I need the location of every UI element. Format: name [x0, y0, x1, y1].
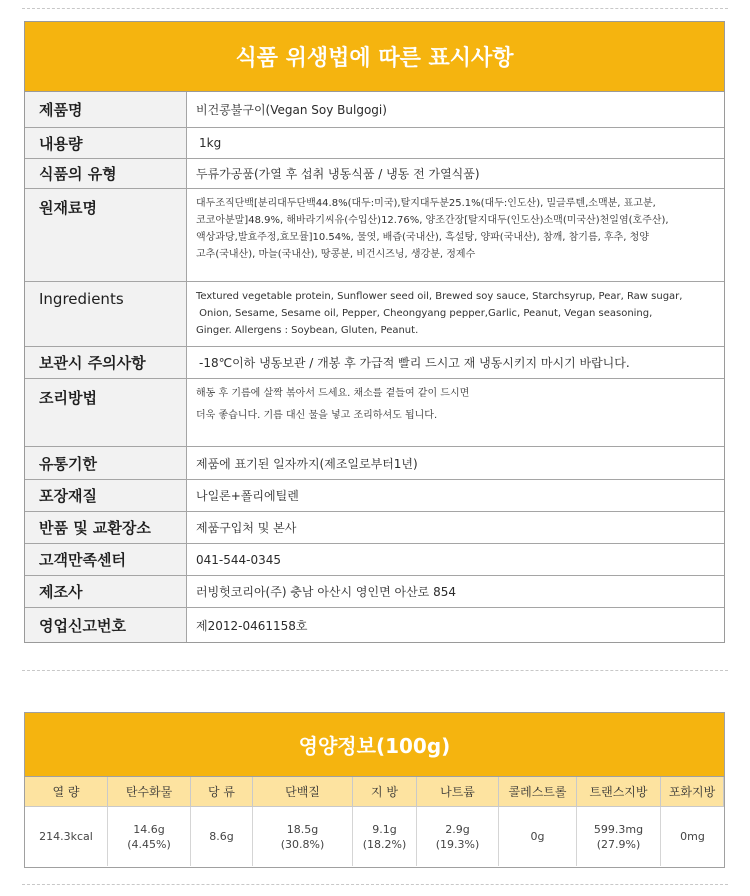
row-raw-materials [25, 189, 724, 282]
bottom-dashed-divider [22, 884, 728, 885]
nutrition-amount: 0g [530, 830, 545, 843]
value-line: 대두조직단백[분리대두단백44.8%(대두:미국),탈지대두분25.1%(대두:인도산), 밀글루텐,소맥분, 표고분, [196, 198, 656, 209]
row-value: 제품에 표기된 일자까지(제조일로부터1년) [196, 456, 418, 471]
nutrition-amount: 18.5g [286, 822, 319, 836]
row-value: 041-544-0345 [196, 552, 282, 567]
row-label: 식품의 유형 [25, 159, 187, 188]
row-value: 1kg [199, 136, 222, 150]
row-label: 내용량 [25, 128, 187, 158]
nutrition-amount: 9.1g [372, 822, 397, 836]
nutrition-header-cholesterol: 콜레스트롤 [499, 777, 577, 807]
row-product-name [25, 92, 724, 128]
label-title: 식품 위생법에 따른 표시사항 [25, 22, 724, 92]
row-value [187, 189, 724, 281]
row-customer-center [25, 544, 724, 576]
row-label: Ingredients [25, 282, 187, 346]
nutrition-header-sodium: 나트륨 [417, 777, 499, 807]
row-manufacturer [25, 576, 724, 608]
nutrition-header-fat: 지 방 [353, 777, 417, 807]
nutrition-value-sodium [417, 807, 499, 866]
nutrition-amount: 14.6g [133, 822, 165, 836]
row-value: 두류가공품(가열 후 섭취 냉동식품 / 냉동 전 가열식품) [196, 167, 480, 181]
row-value [187, 282, 724, 346]
row-value: 제2012-0461158호 [196, 618, 308, 633]
nutrition-amount: 8.6g [209, 830, 234, 843]
row-expiry [25, 447, 724, 480]
nutrition-amount: 2.9g [445, 822, 470, 836]
row-value: 비건콩불구이(Vegan Soy Bulgogi) [196, 103, 387, 117]
value-line: 고추(국내산), 마늘(국내산), 땅콩분, 비건시즈닝, 생강분, 정제수 [196, 249, 476, 260]
row-label: 포장재질 [25, 480, 187, 511]
row-net-content [25, 128, 724, 159]
nutrition-percent: (19.3%) [435, 837, 480, 851]
nutrition-grid [25, 777, 724, 866]
row-label: 원재료명 [25, 189, 187, 281]
row-ingredients [25, 282, 724, 347]
nutrition-value-saturated-fat [661, 807, 724, 866]
row-storage [25, 347, 724, 379]
nutrition-header-trans-fat: 트랜스지방 [577, 777, 661, 807]
row-label: 유통기한 [25, 447, 187, 479]
nutrition-value-protein [253, 807, 353, 866]
value-line: Textured vegetable protein, Sunflower seed oil, Brewed soy sauce, Starchsyrup, Pear, Raw sugar, [196, 291, 683, 302]
value-line: Ginger. Allergens : Soybean, Gluten, Peanut. [196, 325, 419, 336]
value-line: 코코아분말]48.9%, 해바라기씨유(수입산)12.76%, 양조간장[탈지대두(인도산)소맥(미국산)천일염(호주산), [196, 215, 669, 226]
row-value: -18℃이하 냉동보관 / 개봉 후 가급적 빨리 드시고 재 냉동시키지 마시기 바랍니다. [199, 356, 630, 370]
nutrition-percent: (18.2%) [362, 837, 407, 851]
nutrition-amount: 599.3mg [593, 822, 644, 836]
nutrition-title: 영양정보(100g) [25, 713, 724, 777]
row-value: 러빙헛코리아(주) 충남 아산시 영인면 아산로 854 [196, 585, 456, 599]
row-value [187, 379, 724, 446]
row-label: 반품 및 교환장소 [25, 512, 187, 543]
nutrition-header-saturated-fat: 포화지방 [661, 777, 724, 807]
nutrition-percent: (30.8%) [280, 837, 325, 851]
row-label: 영업신고번호 [25, 608, 187, 642]
row-returns [25, 512, 724, 544]
nutrition-table [24, 712, 725, 868]
value-line: 액상과당,발효주정,효모뮬]10.54%, 물엿, 배즙(국내산), 흑설탕, 양파(국내산), 참깨, 참기름, 후추, 청양 [196, 232, 649, 243]
nutrition-value-calories [25, 807, 108, 866]
row-label: 제품명 [25, 92, 187, 127]
nutrition-header-carbohydrate: 탄수화물 [108, 777, 191, 807]
row-value: 나일론+폴리에틸렌 [196, 489, 299, 503]
value-line: 더욱 좋습니다. 기름 대신 물을 넣고 조리하셔도 됩니다. [196, 410, 438, 421]
nutrition-percent: (4.45%) [127, 837, 171, 851]
row-label: 조리방법 [25, 379, 187, 446]
value-line: Onion, Sesame, Sesame oil, Pepper, Cheongyang pepper,Garlic, Peanut, Vegan seasoning, [196, 308, 653, 319]
nutrition-value-trans-fat [577, 807, 661, 866]
food-label-table [24, 21, 725, 643]
row-value: 제품구입처 및 본사 [196, 521, 297, 535]
nutrition-value-carbohydrate [108, 807, 191, 866]
value-line: 해동 후 기름에 살짝 볶아서 드세요. 채소를 곁들여 같이 드시면 [196, 388, 470, 399]
nutrition-header-calories: 열 량 [25, 777, 108, 807]
top-dashed-divider [22, 8, 728, 9]
nutrition-percent: (27.9%) [596, 837, 641, 851]
nutrition-value-sugars [191, 807, 253, 866]
row-packaging [25, 480, 724, 512]
middle-dashed-divider [22, 670, 728, 671]
row-cooking [25, 379, 724, 447]
nutrition-amount: 214.3kcal [39, 830, 93, 843]
row-business-report-number [25, 608, 724, 642]
nutrition-amount: 0mg [680, 830, 705, 843]
nutrition-value-cholesterol [499, 807, 577, 866]
row-food-type [25, 159, 724, 189]
nutrition-header-protein: 단백질 [253, 777, 353, 807]
nutrition-header-sugars: 당 류 [191, 777, 253, 807]
row-label: 보관시 주의사항 [25, 347, 187, 378]
row-label: 고객만족센터 [25, 544, 187, 575]
row-label: 제조사 [25, 576, 187, 607]
nutrition-value-fat [353, 807, 417, 866]
